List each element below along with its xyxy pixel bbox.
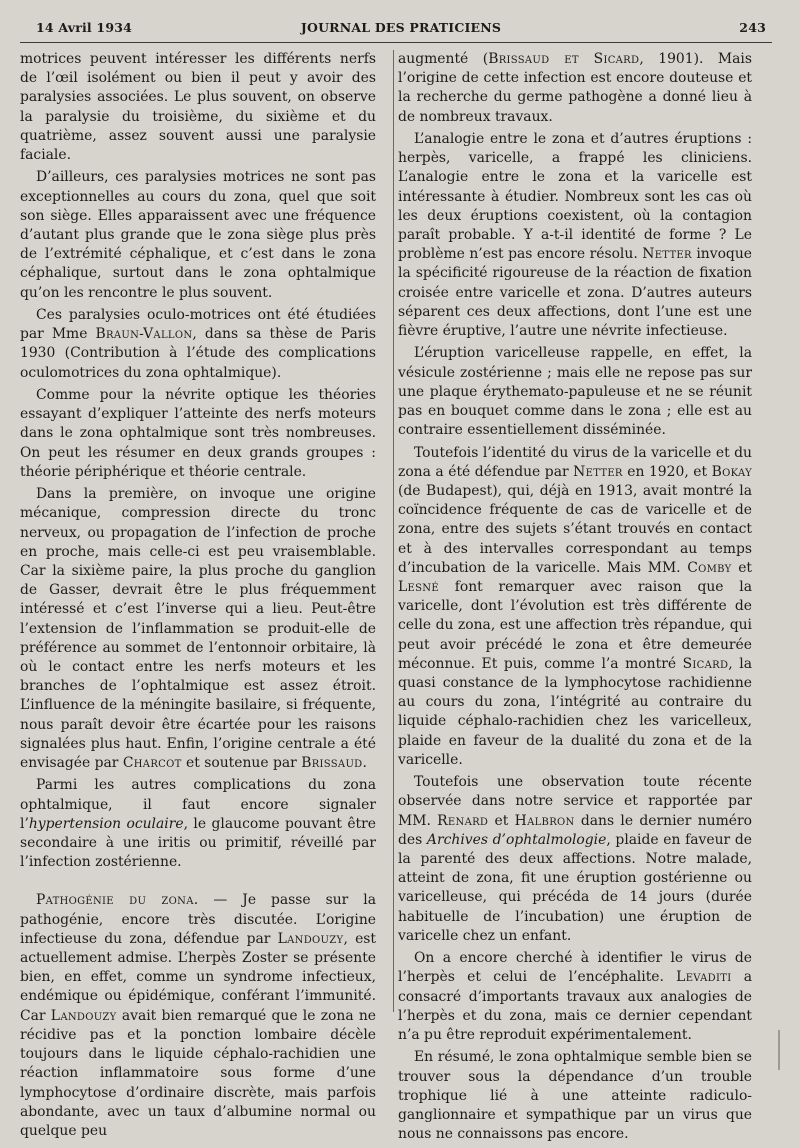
header-rule — [20, 42, 772, 43]
author-name: Braun-Vallon — [95, 326, 193, 343]
paragraph: Comme pour la névrite optique les théories essayant d’expliquer l’atteinte des nerfs moteurs dans le zona ophtalmique sont très nombreuses. On peut les résumer en deux grands groupes : théorie périphérique et théorie centrale. — [20, 387, 376, 480]
journal-title: JOURNAL DES PRATICIENS — [300, 20, 502, 35]
author-name: Netter — [573, 463, 623, 480]
author-name: Levaditi — [676, 969, 732, 986]
paragraph: L’analogie entre le zona et d’autres éruptions : herpès, varicelle, a frappé les cliniciens. L’analogie entre le zona et la varicelle est intéressante à étudier. Nombreux sont les cas où les deux éruptions coexistent, où la contagion paraît probable. Y a-t-il identité de forme ? Le problème n’est pas encore résolu. Netter invoque la spécificité rigoureuse de la réaction de fixation croisée entre varicelle et zona. D’autres auteurs séparent ces deux affections, dont l’une est une fièvre éruptive, l’autre une névrite infectieuse. — [398, 131, 752, 340]
author-name: Landouzy — [50, 1007, 117, 1024]
paragraph: D’ailleurs, ces paralysies motrices ne sont pas exceptionnelles au cours du zona, quel que soit son siège. Elles apparaissent avec une fréquence d’autant plus grande que le zona siège plus près de l’extrémité céphalique, et c’est dans le zona céphalique, surtout dans le zona ophtalmique qu’on les rencontre le plus souvent. — [20, 169, 376, 301]
author-name: Brissaud et Sicard — [488, 51, 640, 67]
page-edge-mark — [778, 1030, 780, 1070]
author-name: Lesné — [398, 579, 439, 596]
paragraph: Dans la première, on invoque une origine mécanique, compression directe du tronc nerveux, ou propagation de l’infection de proche en proche, mais celle-ci est peu vraisemblable. Car la sixième paire, la plus proche du ganglion de Gasser, devrait être le plus fréquemment intéressé et c’est l’inverse qui a lieu. Peut-être l’extension de l’inflammation se produit-elle de préférence au sommet de l’entonnoir orbitaire, là où le contact entre les nerfs moteurs et les branches de l’ophtalmique est assez étroit. L’influence de la méningite basilaire, si fréquente, nous paraît devoir être écartée pour les raisons signalées plus haut. Enfin, l’origine centrale a été envisagée par Charcot et soutenue par Brissaud. — [20, 486, 376, 772]
author-name: Comby — [687, 559, 732, 576]
paragraph: Toutefois une observation toute récente observée dans notre service et rapportée par MM. Renard et Halbron dans le dernier numéro des Archives d’ophtalmologie, plaide en faveur de la parenté des deux affections. Notre malade, atteint de zona, fit une éruption gostérienne ou varicelleuse, qui précéda de 14 jours (durée habituelle de l’incubation) une éruption de varicelle chez un enfant. — [398, 774, 752, 944]
author-name: Charcot — [122, 755, 182, 772]
author-name: Halbron — [514, 812, 575, 829]
issue-date: 14 Avril 1934 — [36, 20, 133, 35]
author-name: Renard — [437, 812, 489, 829]
paragraph: augmenté (Brissaud et Sicard, 1901). Mais l’origine de cette infection est encore douteuse et la recherche du germe pathogène a donné lieu à de nombreux travaux. — [398, 51, 752, 125]
column-divider — [393, 50, 394, 1012]
running-header — [36, 20, 766, 42]
section-paragraph: Pathogénie du zona. — Je passe sur la pathogénie, encore très discutée. L’origine infectieuse du zona, défendue par Landouzy, est actuellement admise. L’herpès Zoster se présente bien, en effet, comme un syndrome infectieux, endémique ou épidémique, conférant l’immunité. Car Landouzy avait bien remarqué que le zona ne récidive pas et la ponction lombaire décèle toujours dans le liquide céphalo-rachidien une réaction inflammatoire sous forme d’une lymphocytose d’ordinaire discrète, mais parfois abondante, avec un taux d’albumine normal ou quelque peu — [20, 892, 377, 1139]
italic-term: hypertension oculaire — [28, 815, 184, 832]
journal-reference: Archives d’ophtalmologie — [426, 831, 607, 848]
author-name: Landouzy — [277, 930, 344, 947]
left-column — [20, 50, 376, 1144]
paragraph: motrices peuvent intéresser les différents nerfs de l’œil isolément ou bien il peut y avoir des paralysies associées. Le plus souvent, on observe la paralysie du troisième, du sixième et du quatrième, assez souvent aussi une paralysie faciale. — [20, 51, 376, 164]
paragraph: En résumé, le zona ophtalmique semble bien se trouver sous la dépendance d’un trouble trophique lié à une atteinte radiculo-ganglionnaire et sympathique par un virus que nous ne connaissons pas encore. — [398, 1049, 752, 1143]
author-name: Brissaud — [301, 755, 363, 772]
author-name: Bokay — [711, 463, 752, 480]
author-name: Sicard — [682, 655, 729, 672]
paragraph: Parmi les autres complications du zona ophtalmique, il faut encore signaler l’hypertension oculaire, le glaucome pouvant être secondaire à une iritis ou primitif, réveillé par l’infection zostérienne. — [20, 777, 376, 871]
paragraph: Toutefois l’identité du virus de la varicelle et du zona a été défendue par Netter en 1920, et Bokay (de Budapest), qui, déjà en 1913, avait montré la coïncidence fréquente de cas de varicelle et de zona, entre des sujets s’étant trouvés en contact et à des intervalles correspondant au temps d’incubation de la varicelle. Mais MM. Comby et Lesné font remarquer avec raison que la varicelle, dont l’évolution est très différente de celle du zona, est une affection très répandue, qui peut avoir précédé le zona et être demeurée méconnue. Et puis, comme l’a montré Sicard, la quasi constance de la lymphocytose rachidienne au cours du zona, l’intégrité au contraire du liquide céphalo-rachidien chez les varicelleux, plaide en faveur de la dualité du zona et de la varicelle. — [398, 444, 752, 768]
section-heading: Pathogénie du zona. — [36, 892, 199, 909]
author-name: Netter — [642, 246, 692, 263]
right-column — [398, 50, 752, 1148]
page-number: 243 — [739, 20, 766, 35]
paragraph: Ces paralysies oculo-motrices ont été étudiées par Mme Braun-Vallon, dans sa thèse de Paris 1930 (Contribution à l’étude des complications oculomotrices du zona ophtalmique). — [20, 307, 377, 381]
paragraph: L’éruption varicelleuse rappelle, en effet, la vésicule zostérienne ; mais elle ne repose pas sur une plaque érythemato-papuleuse et ne se réunit pas en bouquet comme dans le zona ; elle est au contraire essentiellement disséminée. — [398, 345, 752, 439]
paragraph: On a encore cherché à identifier le virus de l’herpès et celui de l’encéphalite. Levaditi a consacré d’importants travaux aux analogies de l’herpès et du zona, mais ce dernier cependant n’a pu être reproduit expérimentalement. — [398, 950, 752, 1044]
